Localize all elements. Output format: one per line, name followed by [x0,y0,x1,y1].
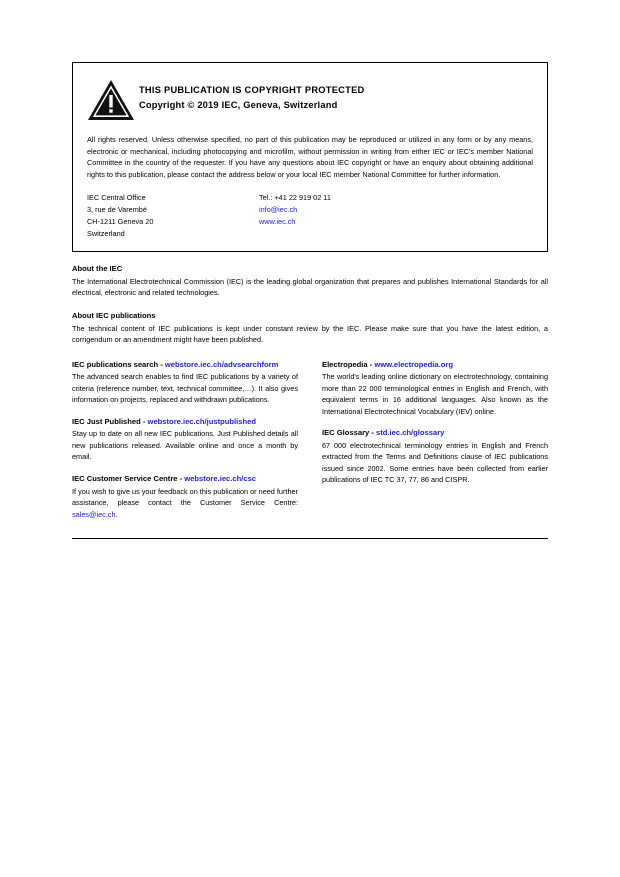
iec-just-published-title [72,417,298,428]
copyright-title: THIS PUBLICATION IS COPYRIGHT PROTECTED [139,85,365,95]
electropedia-text: The world's leading online dictionary on electrotechnology, containing more than 22 000 terminological entries in English and French, with equivalent terms in 16 additional languages. Also known as the International Electrotechnical Vocabulary (IEV) online. [322,372,548,416]
iec-just-published-block [72,417,298,463]
iec-just-published-text: Stay up to date on all new IEC publications. Just Published details all new publications released. Available online and once a month by email. [72,429,298,462]
iec-customer-service-link[interactable]: webstore.iec.ch/csc [184,473,257,483]
email-link[interactable]: info@iec.ch [259,204,298,214]
website-link[interactable]: www.iec.ch [259,216,296,226]
iec-publications-search-block [72,360,298,406]
about-iec-section [72,264,548,299]
iec-publications-search-title [72,360,298,371]
iec-customer-service-label: IEC Customer Service Centre - [72,473,185,483]
iec-contact-column [259,192,459,239]
footer-divider [72,538,548,539]
iec-just-published-label: IEC Just Published - [72,416,148,426]
about-iec-publications-text: The technical content of IEC publications is kept under constant review by the IEC. Please make sure that you have the latest edition, a corrigendum or an amendment might have been published. [72,323,548,345]
address-line-2: 3, rue de Varembé [87,204,147,214]
electropedia-link[interactable]: www.electropedia.org [374,359,453,369]
about-iec-publications-title: About IEC publications [72,310,156,320]
iec-glossary-text: 67 000 electrotechnical terminology entries in English and French extracted from the Terms and Definitions clause of IEC publications issued since 2002. Some entries have been collected from earlier publications of IEC TC 37, 77, 86 and CISPR. [322,440,548,485]
customer-service-text-before: If you wish to give us your feedback on this publication or need further assistance, please contact the Customer Service Centre: [72,486,298,508]
iec-customer-service-title [72,474,298,485]
iec-publications-search-link[interactable]: webstore.iec.ch/advsearchform [164,359,279,369]
address-line-1: IEC Central Office [87,193,146,203]
copyright-notice-box [72,62,548,252]
iec-contact-block [87,192,533,239]
iec-just-published-link[interactable]: webstore.iec.ch/justpublished [147,416,256,426]
telephone-number: Tel.: +41 22 919 02 11 [259,193,331,203]
electropedia-label: Electropedia - [322,359,375,369]
iec-address-column [87,192,259,239]
about-iec-title: About the IEC [72,264,123,274]
electropedia-title [322,360,548,371]
iec-glossary-link[interactable]: std.iec.ch/glossary [376,428,445,438]
address-line-3: CH-1211 Geneva 20 [87,216,154,226]
iec-glossary-title [322,428,548,439]
iec-publications-search-text: The advanced search enables to find IEC publications by a variety of criteria (reference number, text, technical committee,…). It also gives information on projects, replaced and withdrawn publications. [72,372,298,405]
warning-triangle-icon [87,77,139,121]
page-content [72,62,548,539]
iec-glossary-label: IEC Glossary - [322,428,377,438]
about-iec-publications-section [72,311,548,346]
copyright-body-text: All rights reserved. Unless otherwise specified, no part of this publication may be reproduced or utilized in any form or by any means, electronic or mechanical, including photocopying and microfilm, without permission in writing from either IEC or IEC's member National Committee in the country of the requester. If you have any questions about IEC copyright or have an enquiry about obtaining additional rights to this publication, please contact the address below or your local IEC member National Committee for further information. [87,135,533,179]
resources-left-column [72,360,298,521]
iec-customer-service-text [72,486,298,521]
sales-email-link[interactable]: sales@iec.ch [72,509,116,519]
electropedia-block [322,360,548,418]
copyright-titles [139,77,364,113]
iec-publications-search-label: IEC publications search - [72,359,165,369]
resources-right-column [322,360,548,521]
iec-customer-service-block [72,474,298,520]
customer-service-text-after: . [115,509,118,519]
copyright-subtitle: Copyright © 2019 IEC, Geneva, Switzerland [139,100,338,111]
resources-columns [72,360,548,521]
about-iec-text: The International Electrotechnical Commission (IEC) is the leading global organization that prepares and publishes International Standards for all electrical, electronic and related technologies. [72,276,548,298]
address-line-4: Switzerland [87,228,125,238]
copyright-header [87,77,533,121]
iec-glossary-block [322,428,548,486]
